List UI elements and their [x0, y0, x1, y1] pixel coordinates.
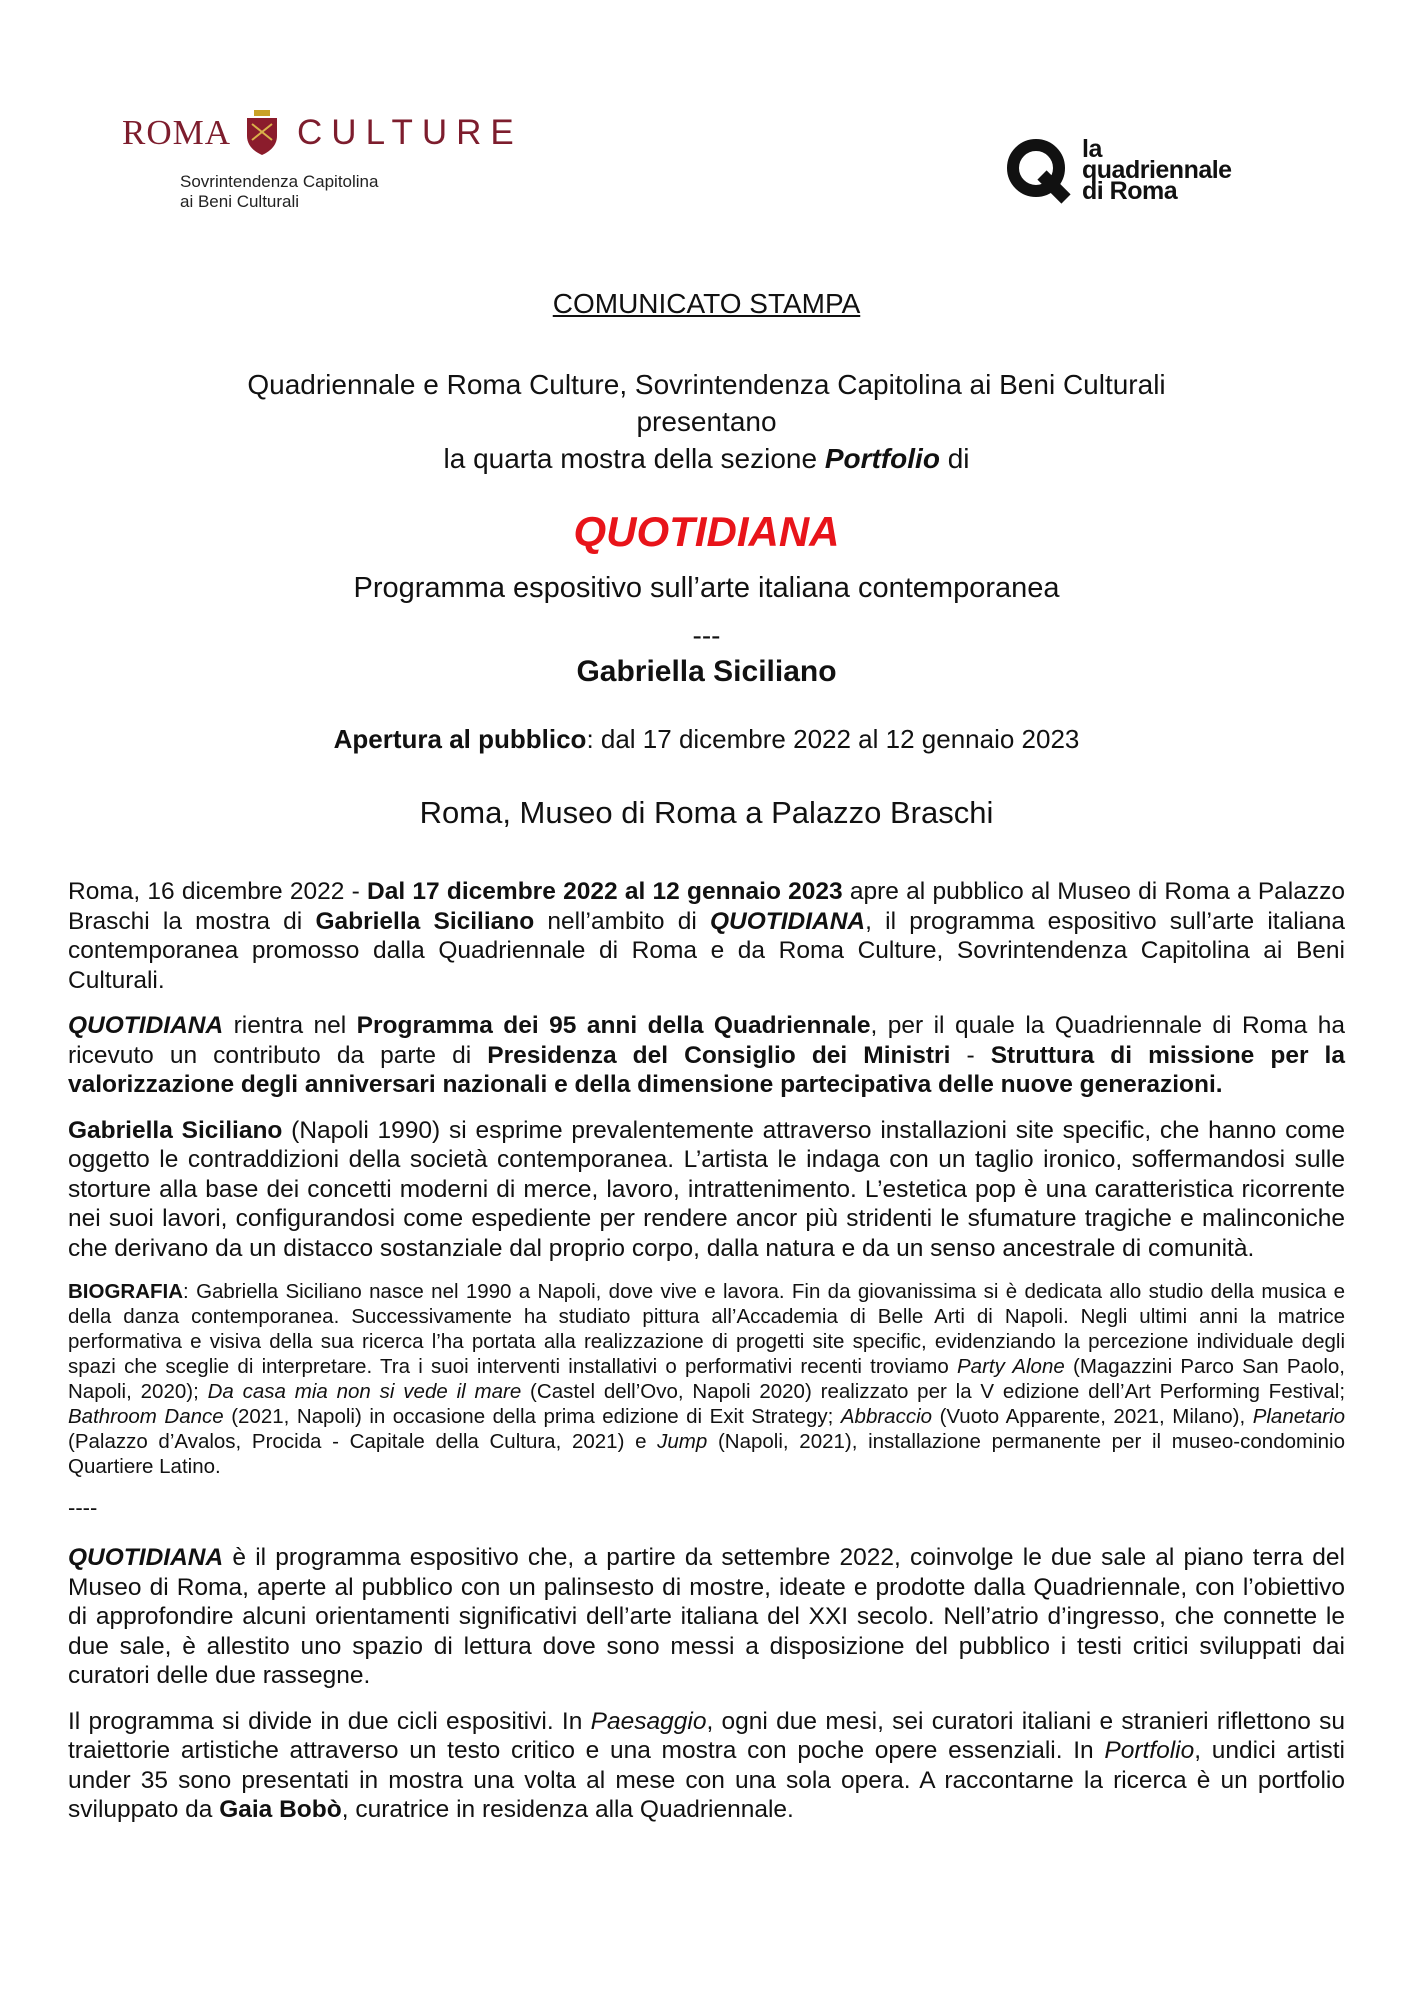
p4-i: Abbraccio [840, 1405, 933, 1428]
p4-n: (Napoli, 2021), installazione permanente per il museo-condominio Quartiere Latino. [68, 1430, 1345, 1478]
press-release-heading: COMUNICATO STAMPA [552, 288, 861, 319]
paragraph-2 [68, 1011, 1345, 1100]
p3-a: Gabriella Siciliano [68, 1116, 283, 1144]
p1-b: Dal 17 dicembre 2022 al 12 gennaio 2023 [367, 878, 843, 905]
roma-logo-word: ROMA [122, 113, 232, 152]
p6-c: , ogni due mesi, sei curatori italiani e stranieri riflettono su traiettorie artistiche attraverso un testo critico e una mostra con poche opere essenziali. In [68, 1707, 1346, 1764]
culture-logo-word: CULTURE [297, 113, 523, 152]
p1-a: Roma, 16 dicembre 2022 - [68, 878, 368, 905]
quadriennale-q-icon [1004, 135, 1074, 205]
main-title: QUOTIDIANA [573, 508, 840, 555]
p4-k: Planetario [1252, 1405, 1345, 1428]
p2-a: QUOTIDIANA [68, 1012, 224, 1039]
p1-c: apre al pubblico al Museo di Roma a Palazzo Braschi la mostra di [68, 878, 1345, 935]
p1-f: QUOTIDIANA [709, 907, 866, 935]
roma-culture-logo [122, 108, 582, 212]
paragraph-biografia [68, 1279, 1345, 1479]
p6-e: , undici artisti under 35 sono presentati in mostra una volta al mese con una sola opera. A raccontarne la ricerca è un portfolio sviluppato da [68, 1737, 1346, 1823]
p5-a: QUOTIDIANA [68, 1544, 224, 1571]
intro-line-1: Quadriennale e Roma Culture, Sovrintendenza Capitolina ai Beni Culturali [247, 369, 1166, 400]
portfolio-term: Portfolio [824, 443, 940, 474]
body-text [68, 877, 1345, 1841]
intro-line-3-text: la quarta mostra della sezione [443, 443, 825, 474]
p2-d: , per il quale la Quadriennale di Roma ha ricevuto un contributo da parte di [68, 1012, 1345, 1069]
p4-g: Bathroom Dance [68, 1405, 224, 1428]
p5-b: è il programma espositivo che, a partire da settembre 2022, coinvolge le due sale al piano terra del Museo di Roma, aperte al pubblico con un palinsesto di mostre, ideate e prodotte dalla Quadriennale, con l’obiettivo di approfondire alcuni orientamenti significativi dell’arte italiana del XXI secolo. Nell’atrio d’ingresso, che connette le due sale, è allestito uno spazio di lettura dove sono messi a disposizione del pubblico i testi critici sviluppati dai curatori delle due rassegne. [68, 1544, 1345, 1689]
p4-j: (Vuoto Apparente, 2021, Milano), [932, 1405, 1253, 1428]
venue: Roma, Museo di Roma a Palazzo Braschi [419, 795, 994, 830]
p4-a: BIOGRAFIA [68, 1280, 184, 1303]
paragraph-5 [68, 1543, 1345, 1691]
title-separator: --- [692, 620, 721, 651]
opening-label: Apertura al pubblico [333, 724, 587, 754]
intro-line-3 [0, 440, 1413, 477]
p2-c: Programma dei 95 anni della Quadriennale [356, 1012, 871, 1039]
roma-logo-subtitle-1: Sovrintendenza Capitolina [180, 172, 379, 191]
section-separator: ---- [68, 1495, 98, 1520]
p1-e: nell’ambito di [534, 907, 710, 935]
paragraph-1 [68, 877, 1345, 995]
roma-shield-icon [245, 110, 279, 156]
p6-f: Gaia Bobò [219, 1796, 342, 1823]
p1-d: Gabriella Siciliano [315, 907, 535, 935]
intro-block [0, 366, 1413, 477]
subtitle: Programma espositivo sull’arte italiana contemporanea [353, 572, 1060, 604]
p4-c: Party Alone [957, 1355, 1065, 1378]
roma-logo-subtitle-2: ai Beni Culturali [180, 192, 300, 211]
p4-l: (Palazzo d’Avalos, Procida - Capitale della Cultura, 2021) e [68, 1430, 658, 1453]
quadriennale-logo [1004, 130, 1284, 210]
p2-b: rientra nel [223, 1012, 357, 1039]
p4-b: : Gabriella Siciliano nasce nel 1990 a Napoli, dove vive e lavora. Fin da giovanissima si è dedicata allo studio della musica e della danza contemporanea. Successivamente ha studiato pittura all’Accademia di Belle Arti di Napoli. Negli ultimi anni la matrice performativa e visiva della sua ricerca l’ha portata alla realizzazione di progetti site specific, evidenziando la percezione individuale degli spazi che sceglie di interpretare. Tra i suoi interventi installativi o performativi recenti troviamo [68, 1280, 1345, 1378]
p6-g: , curatrice in residenza alla Quadriennale. [341, 1796, 794, 1823]
p4-m: Jump [657, 1430, 708, 1453]
opening-dates-text: : dal 17 dicembre 2022 al 12 gennaio 2023 [586, 724, 1080, 754]
paragraph-6 [68, 1707, 1345, 1825]
intro-line-3-end: di [939, 443, 970, 474]
artist-name: Gabriella Siciliano [576, 655, 837, 688]
p6-d: Portfolio [1104, 1737, 1195, 1764]
p2-f: - [950, 1041, 991, 1069]
p2-e: Presidenza del Consiglio dei Ministri [487, 1041, 951, 1069]
p6-b: Paesaggio [590, 1707, 707, 1735]
p4-h: (2021, Napoli) in occasione della prima edizione di Exit Strategy; [223, 1405, 841, 1428]
p1-g: , il programma espositivo sull’arte italiana contemporanea promosso dalla Quadriennale di Roma e da Roma Culture, Sovrintendenza Capitolina ai Beni Culturali. [68, 907, 1346, 994]
paragraph-3 [68, 1116, 1345, 1264]
quad-logo-line-1: la [1082, 134, 1102, 163]
p3-b: (Napoli 1990) si esprime prevalentemente attraverso installazioni site specific, che hanno come oggetto le contraddizioni della società contemporanea. L’artista le indaga con un taglio ironico, soffermandosi sulle storture alla base dei concetti moderni di merce, lavoro, intrattenimento. L’estetica pop è una caratteristica ricorrente nei suoi lavori, configurandosi come espediente per rendere ancor più stridenti le sfumature tragiche e malinconiche che derivano da un distacco sostanziale dal proprio corpo, dalla natura e da un senso ancestrale di comunità. [68, 1116, 1345, 1262]
p4-f: (Castel dell’Ovo, Napoli 2020) realizzato per la V edizione dell’Art Performing Festival; [521, 1380, 1346, 1403]
p4-e: Da casa mia non si vede il mare [207, 1380, 522, 1403]
opening-dates [0, 724, 1413, 755]
quad-logo-line-3: di Roma [1082, 176, 1178, 205]
p2-g: Struttura di missione per la valorizzazione degli anniversari nazionali e della dimensione partecipativa delle nuove generazioni. [68, 1041, 1345, 1098]
intro-line-2: presentano [636, 406, 777, 437]
quad-logo-line-2: quadriennale [1082, 155, 1232, 184]
p6-a: Il programma si divide in due cicli espositivi. In [68, 1707, 591, 1735]
p4-d: (Magazzini Parco San Paolo, Napoli, 2020); [68, 1355, 1345, 1403]
